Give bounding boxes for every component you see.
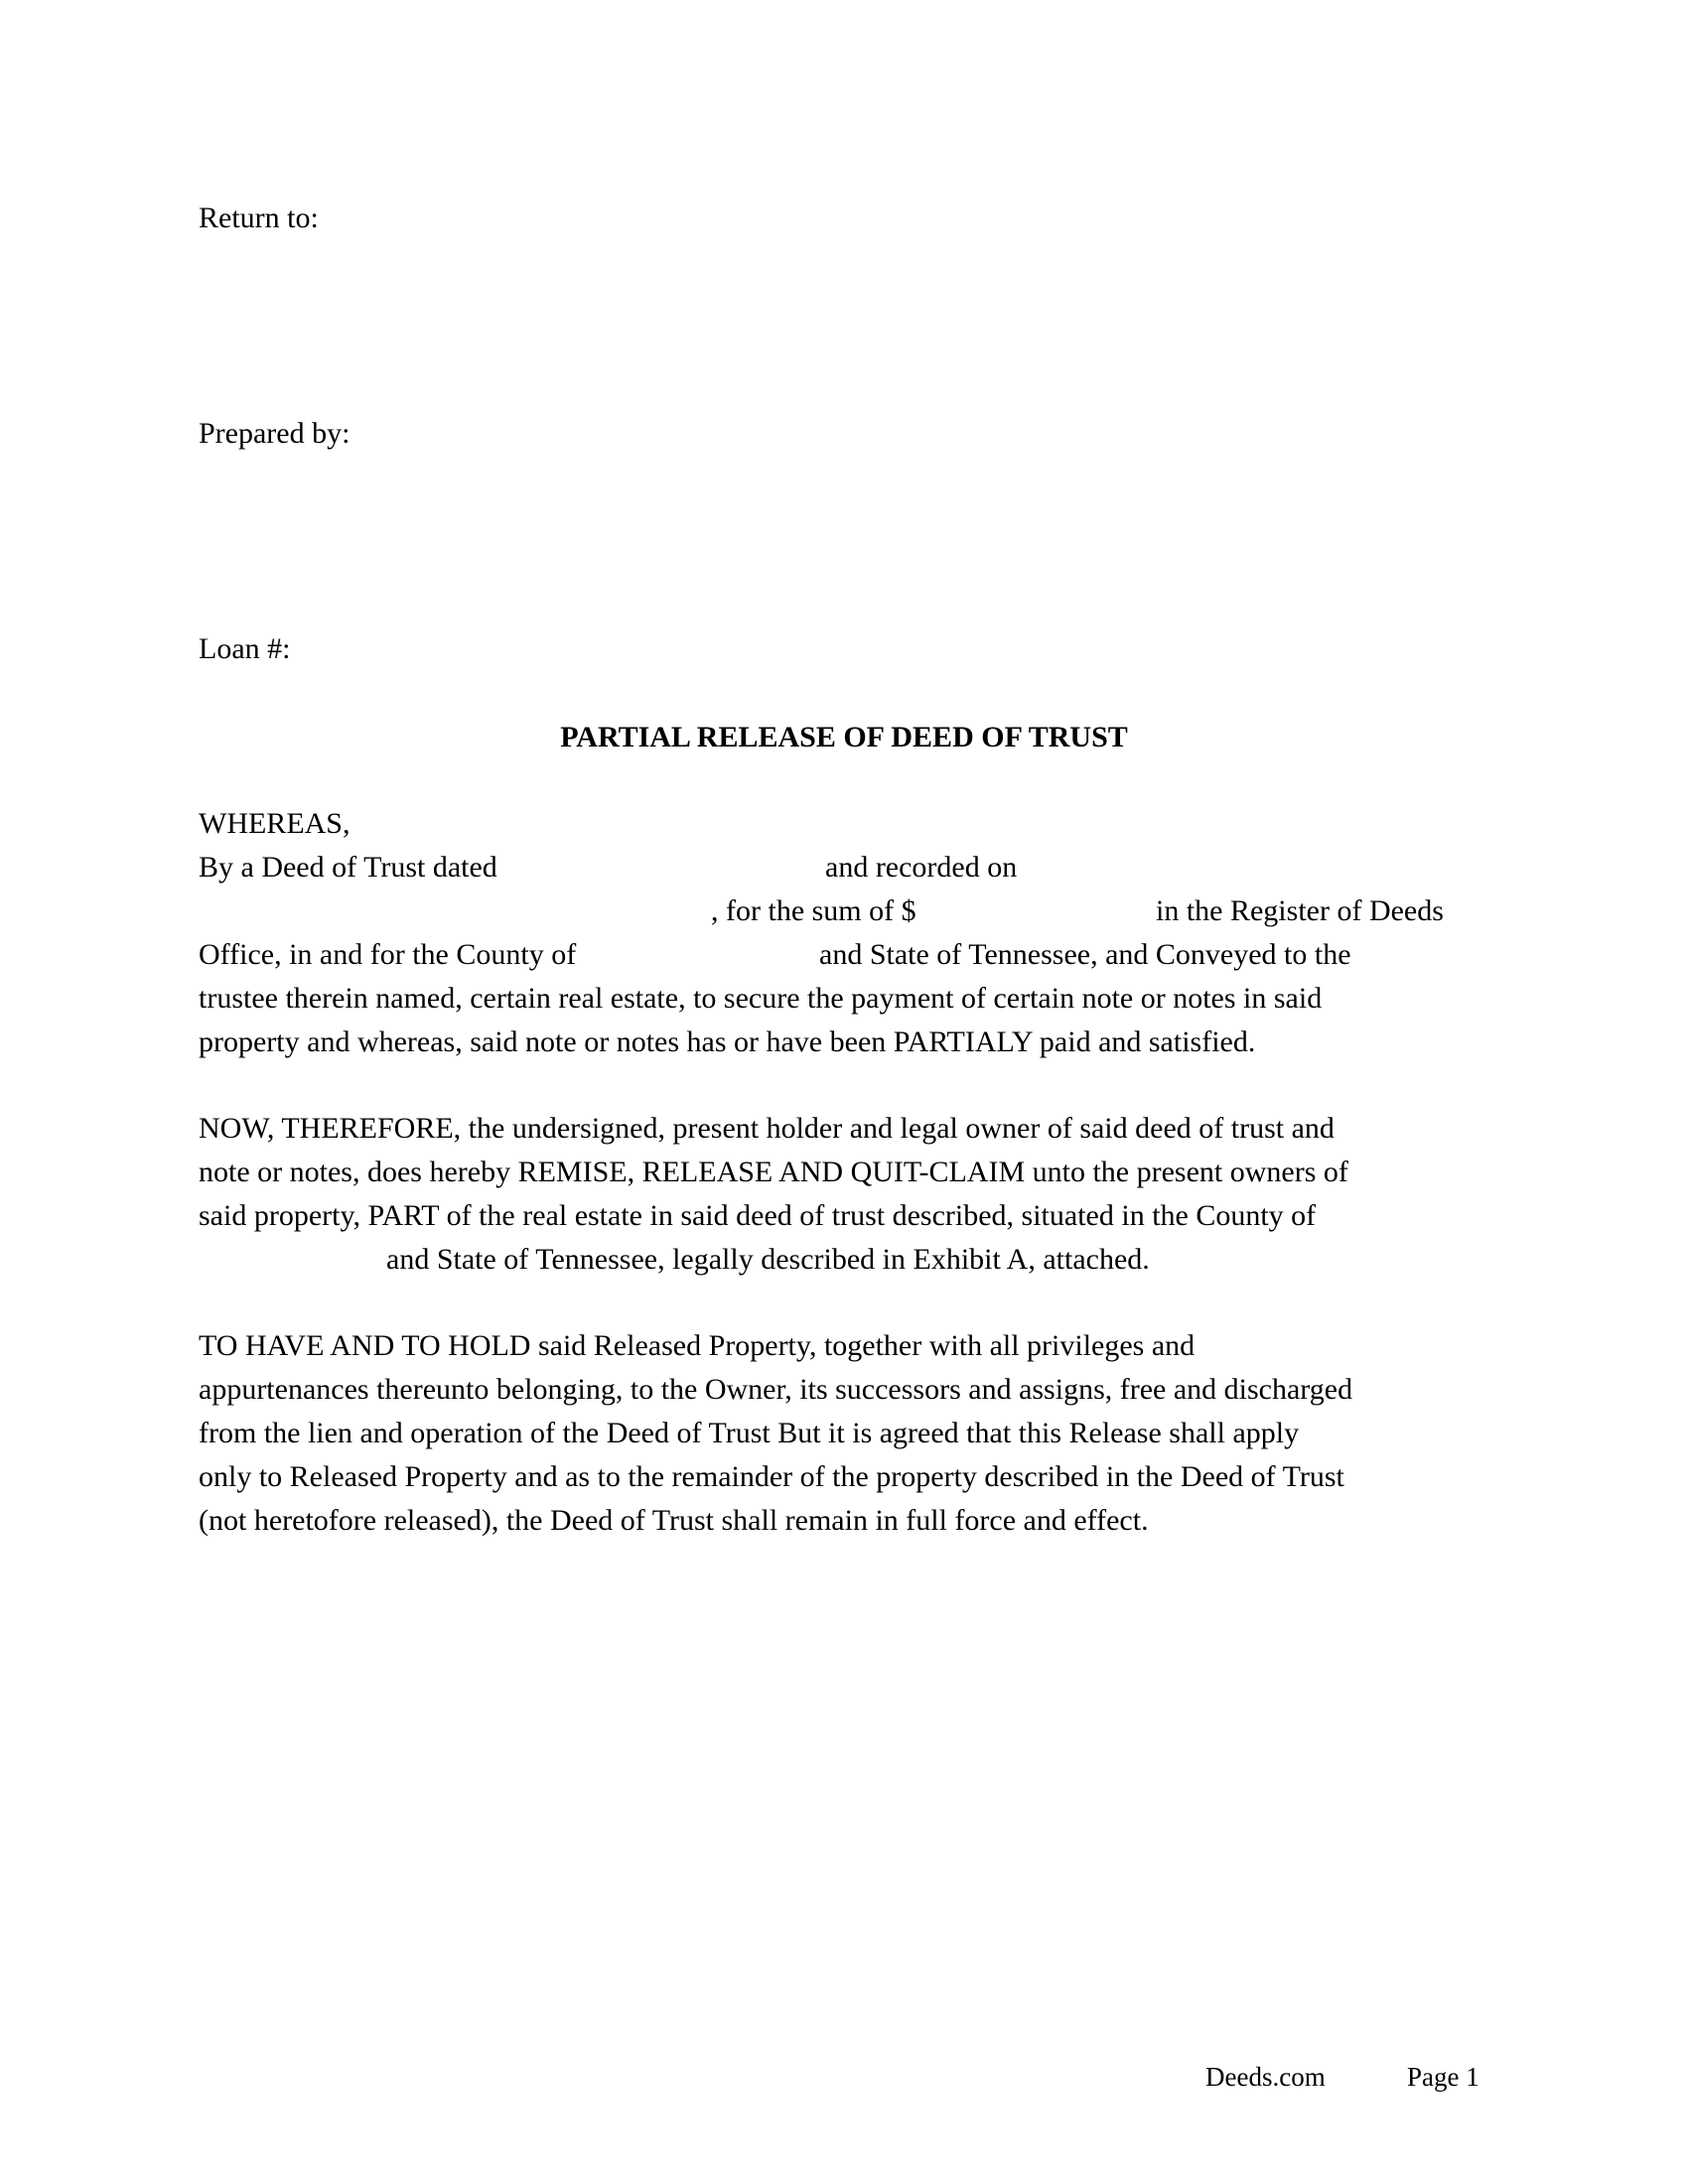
prepared-by-label: Prepared by: — [199, 417, 351, 450]
whereas-heading: WHEREAS, — [199, 807, 351, 840]
whereas-line1-part1: By a Deed of Trust dated — [199, 851, 497, 884]
whereas-line3-part2: and State of Tennessee, and Conveyed to the — [819, 938, 1351, 971]
footer-site: Deeds.com — [1205, 2062, 1326, 2092]
whereas-line2-part2: in the Register of Deeds — [1156, 894, 1444, 927]
return-to-label: Return to: — [199, 202, 319, 234]
to-have-line5: (not heretofore released), the Deed of Trust shall remain in full force and effect. — [199, 1504, 1149, 1537]
now-therefore-line2: note or notes, does hereby REMISE, RELEASE AND QUIT-CLAIM unto the present owners of — [199, 1156, 1348, 1188]
whereas-line5: property and whereas, said note or notes has or have been PARTIALY paid and satisfied. — [199, 1025, 1256, 1058]
now-therefore-line4: and State of Tennessee, legally described in Exhibit A, attached. — [386, 1243, 1150, 1276]
to-have-line1: TO HAVE AND TO HOLD said Released Property, together with all privileges and — [199, 1329, 1196, 1362]
now-therefore-line3: said property, PART of the real estate in said deed of trust described, situated in the County of — [199, 1199, 1317, 1232]
footer-page-number: Page 1 — [1407, 2062, 1479, 2092]
loan-number-label: Loan #: — [199, 632, 291, 665]
document-title: PARTIAL RELEASE OF DEED OF TRUST — [560, 721, 1128, 753]
whereas-line1-part2: and recorded on — [825, 851, 1018, 884]
now-therefore-line1: NOW, THEREFORE, the undersigned, present holder and legal owner of said deed of trust and — [199, 1112, 1335, 1145]
to-have-line2: appurtenances thereunto belonging, to the Owner, its successors and assigns, free and discharged — [199, 1373, 1353, 1406]
to-have-line3: from the lien and operation of the Deed of Trust But it is agreed that this Release shall apply — [199, 1417, 1300, 1449]
to-have-line4: only to Released Property and as to the remainder of the property described in the Deed of Trust — [199, 1460, 1344, 1493]
whereas-line4: trustee therein named, certain real estate, to secure the payment of certain note or notes in said — [199, 982, 1323, 1015]
whereas-line2-part1: , for the sum of $ — [711, 894, 916, 927]
whereas-line3-part1: Office, in and for the County of — [199, 938, 577, 971]
